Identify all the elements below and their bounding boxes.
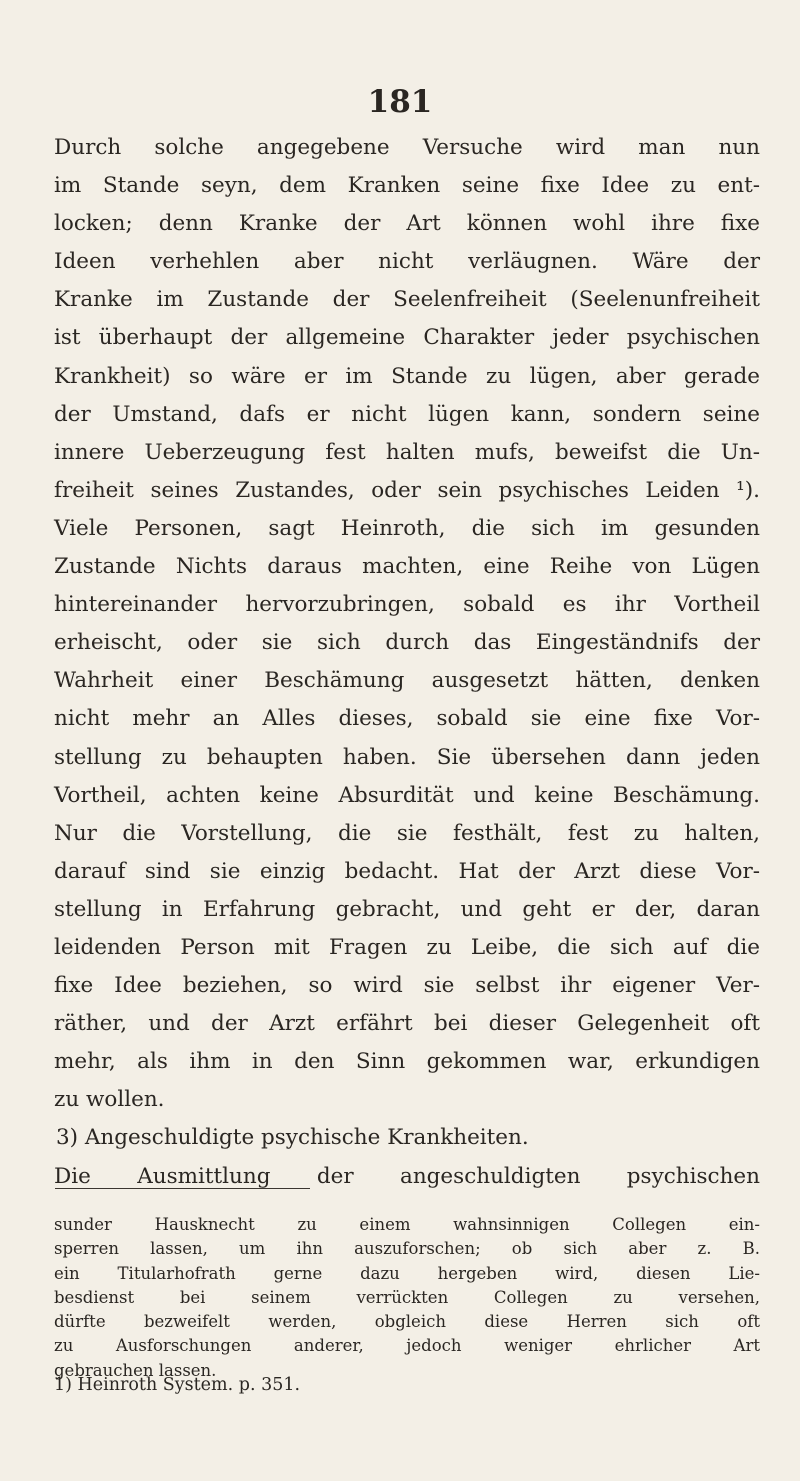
text-line: Durch solche angegebene Versuche wird man nun: [54, 135, 760, 160]
text-line: Viele Personen, sagt Heinroth, die sich im gesunden: [54, 515, 760, 541]
text-line: der Umstand, dafs er nicht lügen kann, sondern seine: [54, 401, 760, 427]
body-text: [54, 129, 760, 1196]
text-line: ist überhaupt der allgemeine Charakter jeder psychischen: [54, 325, 760, 351]
text-line: Zustande Nichts daraus machten, eine Reihe von Lügen: [54, 554, 760, 580]
page-number: 181: [367, 84, 433, 120]
text-line: leidenden Person mit Fragen zu Leibe, die sich auf die: [54, 934, 760, 960]
section-heading: 3) Angeschuldigte psychische Krankheiten.: [56, 1125, 529, 1151]
text-line: locken; denn Kranke der Art können wohl ihre fixe: [54, 211, 760, 237]
footnote-divider: [55, 1188, 310, 1189]
text-line: erheischt, oder sie sich durch das Eingeständnifs der: [54, 630, 760, 656]
text-line: freiheit seines Zustandes, oder sein psychisches Leiden ¹).: [54, 477, 760, 503]
text-line: räther, und der Arzt erfährt bei dieser Gelegenheit oft: [54, 1011, 760, 1037]
text-line: nicht mehr an Alles dieses, sobald sie eine fixe Vor-: [54, 706, 760, 732]
text-line: im Stande seyn, dem Kranken seine fixe Idee zu ent-: [54, 173, 760, 199]
text-line: hintereinander hervorzubringen, sobald es ihr Vortheil: [54, 592, 760, 618]
footnote-reference: 1) Heinroth System. p. 351.: [54, 1375, 301, 1395]
text-line: innere Ueberzeugung fest halten mufs, beweifst die Un-: [54, 439, 760, 465]
text-line: Die Ausmittlung der angeschuldigten psychischen: [54, 1163, 760, 1189]
text-line: darauf sind sie einzig bedacht. Hat der Arzt diese Vor-: [54, 858, 760, 884]
footnote-text: [54, 1213, 760, 1383]
text-line: Wahrheit einer Beschämung ausgesetzt hätten, denken: [54, 668, 760, 694]
text-line: fixe Idee beziehen, so wird sie selbst ihr eigener Ver-: [54, 973, 760, 999]
footnote-line: ein Titularhofrath gerne dazu hergeben wird, diesen Lie-: [54, 1263, 760, 1283]
text-line: mehr, als ihm in den Sinn gekommen war, erkundigen: [54, 1049, 760, 1075]
footnote-line: dürfte bezweifelt werden, obgleich diese Herren sich oft: [54, 1312, 760, 1332]
footnote-line: sunder Hausknecht zu einem wahnsinnigen Collegen ein-: [54, 1215, 760, 1234]
footnote-line: sperren lassen, um ihn auszuforschen; ob sich aber z. B.: [54, 1239, 760, 1259]
text-line: stellung in Erfahrung gebracht, und geht er der, daran: [54, 896, 760, 922]
text-line: Krankheit) so wäre er im Stande zu lügen, aber gerade: [54, 363, 760, 389]
footnote-line: zu Ausforschungen anderer, jedoch weniger ehrlicher Art: [54, 1336, 760, 1356]
text-line: Kranke im Zustande der Seelenfreiheit (Seelenunfreiheit: [54, 287, 760, 313]
footnote-line: gebrauchen lassen.: [54, 1360, 217, 1380]
text-line: Nur die Vorstellung, die sie festhält, fest zu halten,: [54, 820, 760, 846]
text-line: Vortheil, achten keine Absurdität und keine Beschämung.: [54, 782, 760, 808]
text-line: stellung zu behaupten haben. Sie übersehen dann jeden: [54, 744, 760, 770]
footnote-line: besdienst bei seinem verrückten Collegen zu versehen,: [54, 1287, 760, 1307]
text-line: zu wollen.: [54, 1087, 165, 1113]
text-line: Ideen verhehlen aber nicht verläugnen. Wäre der: [54, 249, 760, 275]
